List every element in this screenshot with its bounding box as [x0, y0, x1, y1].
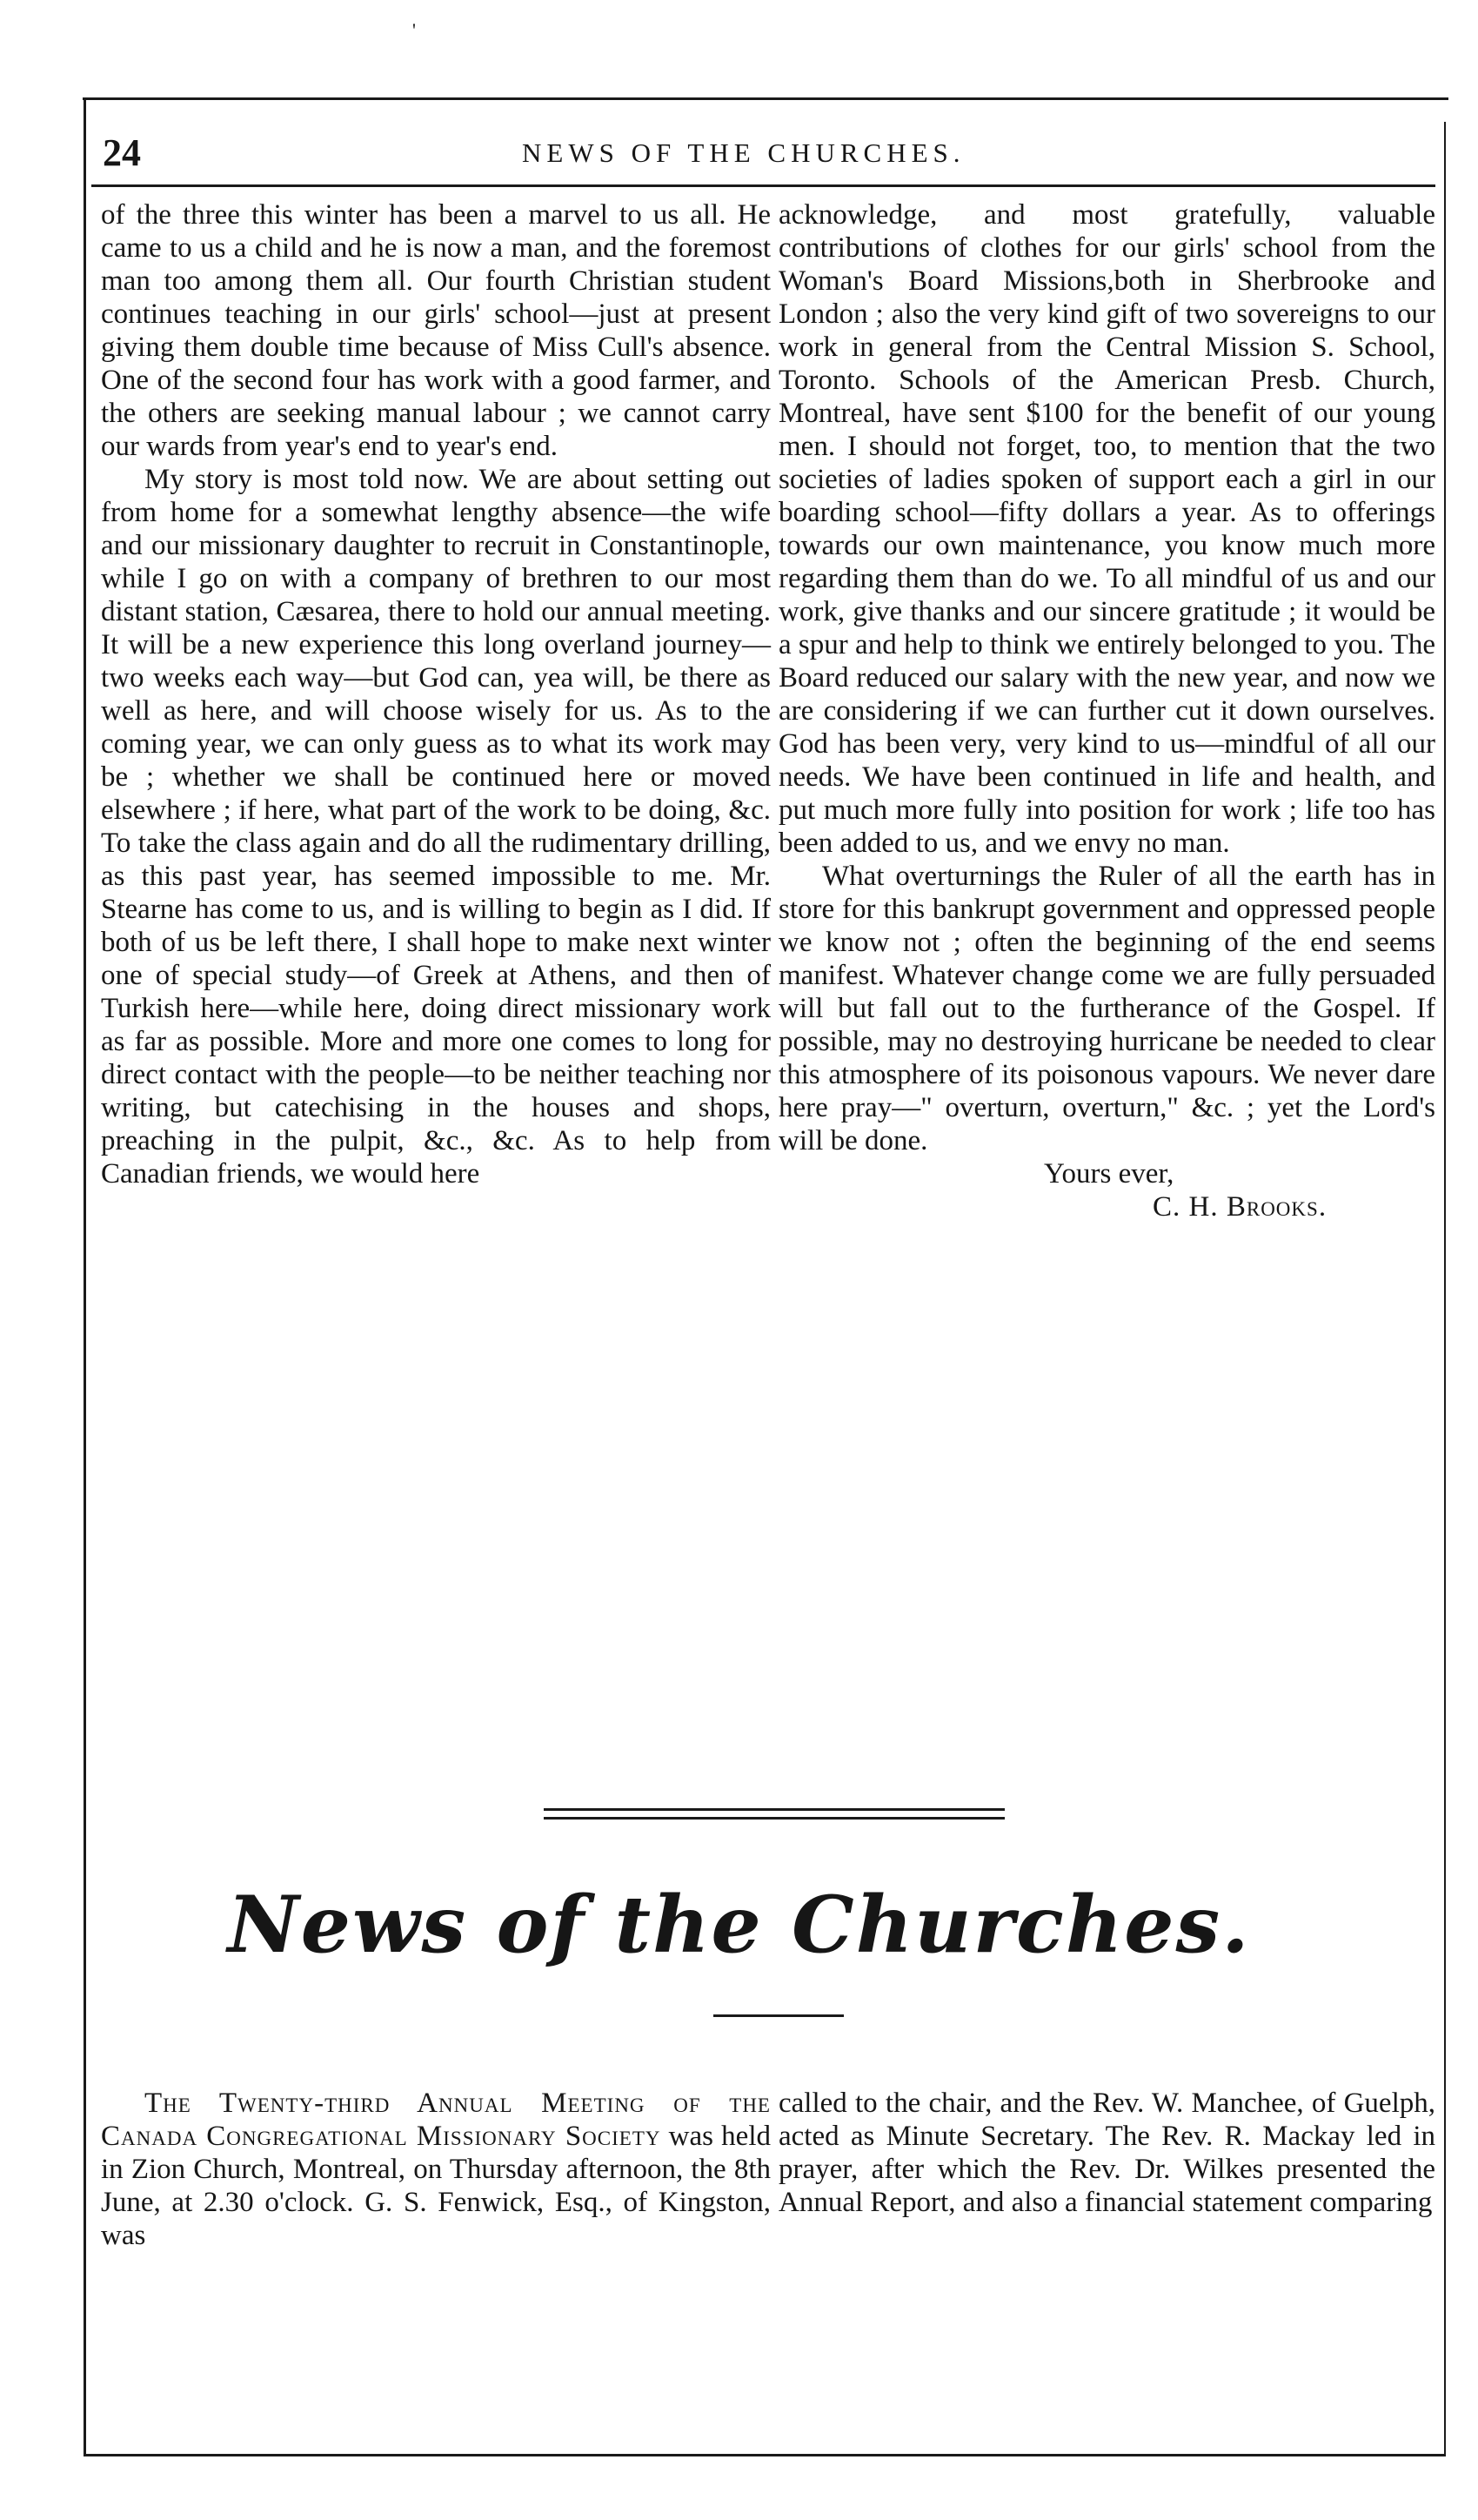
report-lead: The Twenty-third Annual Meeting of the Canada Congregational Missionary Society [101, 2088, 771, 2152]
letter-paragraph-3: acknowledge, and most gratefully, valuable contributions of clothes for our girls' school from the Woman's Board Missions,both in Sherbrooke and London ; also the very kind gift of two sovereigns to our work in general from the Central Mission S. School, Toronto. Schools of the American Presb. Church, Montreal, have sent $100 for the benefit of our young men. I should not forget, too, to mention that the two societies of ladies spoken of support each a girl in our boarding school—fifty dollars a year. As to offerings towards our own maintenance, you know much more regarding them than do we. To all mindful of us and our work, give thanks and our sincere gratitude ; it would be a spur and help to think we entirely belonged to you. The Board reduced our salary with the new year, and now we are considering if we can further cut it down ourselves. God has been very, very kind to us—mindful of all our needs. We have been continued in life and health, and put much more fully into position for work ; life too has been added to us, and we envy no man. [779, 199, 1435, 859]
top-border-rule [83, 97, 1448, 100]
report-left-column [101, 2087, 771, 2252]
right-border-rule [1444, 122, 1446, 2454]
report-right-column [779, 2087, 1435, 2219]
letter-left-column [101, 198, 771, 1190]
report-right-text: called to the chair, and the Rev. W. Manchee, of Guelph, acted as Minute Secretary. The Rev. R. Mackay led in prayer, after which the Rev. Dr. Wilkes presented the Annual Report, and also a financial statement comparing [779, 2088, 1435, 2218]
letter-paragraph-4: What overturnings the Ruler of all the earth has in store for this bankrupt government and oppressed people we know not ; often the beginning of the end seems manifest. Whatever change come we are fully persuaded will but fall out to the furtherance of the Gospel. If possible, may no destroying hurricane be needed to clear this atmosphere of its poisonous vapours. We never dare here pray—" overturn, overturn," &c. ; yet the Lord's will be done. [779, 861, 1435, 1156]
header-rule [91, 184, 1435, 187]
page-number: 24 [103, 131, 141, 174]
scan-speck: ' [412, 19, 416, 41]
heading-underline [713, 2014, 844, 2017]
letter-signature: C. H. Brooks. [1153, 1191, 1328, 1223]
separator-rule-upper [544, 1808, 1005, 1811]
letter-paragraph-2: My story is most told now. We are about setting out from home for a somewhat lengthy absence—the wife and our missionary daughter to recruit in Constantinople, while I go on with a company of brethren to our most distant station, Cæsarea, there to hold our annual meeting. It will be a new experience this long overland journey—two weeks each way—but God can, yea will, be there as well as here, and will choose wisely for us. As to the coming year, we can only guess as to what its work may be ; whether we shall be continued here or moved elsewhere ; if here, what part of the work to be doing, &c. To take the class again and do all the rudimentary drilling, as this past year, has seemed impossible to me. Mr. Stearne has come to us, and is willing to begin as I did. If both of us be left there, I shall hope to make next winter one of special study—of Greek at Athens, and then of Turkish here—while here, doing direct missionary work as far as possible. More and more one comes to long for direct contact with the people—to be neither teaching nor writing, but catechising in the houses and shops, preaching in the pulpit, &c., &c. As to help from Canadian friends, we would here [101, 464, 771, 1190]
section-heading: News of the Churches. [227, 1879, 1251, 1971]
left-border-rule [84, 97, 86, 2456]
letter-paragraph-1: of the three this winter has been a marvel to us all. He came to us a child and he is now a man, and the foremost man too among them all. Our fourth Christian student continues teaching in our girls' school—just at present giving them double time because of Miss Cull's absence. One of the second four has work with a good farmer, and the others are seeking manual labour ; we cannot carry our wards from year's end to year's end. [101, 199, 771, 462]
report-left-text: was held in Zion Church, Montreal, on Thursday afternoon, the 8th June, at 2.30 o'clock. G. S. Fenwick, Esq., of Kingston, was [101, 2121, 771, 2251]
running-head: NEWS OF THE CHURCHES. [522, 137, 966, 168]
letter-right-column [779, 198, 1435, 1223]
bottom-border-rule [84, 2454, 1446, 2456]
separator-rule-lower [544, 1817, 1005, 1820]
letter-closing: Yours ever, [1044, 1158, 1174, 1190]
